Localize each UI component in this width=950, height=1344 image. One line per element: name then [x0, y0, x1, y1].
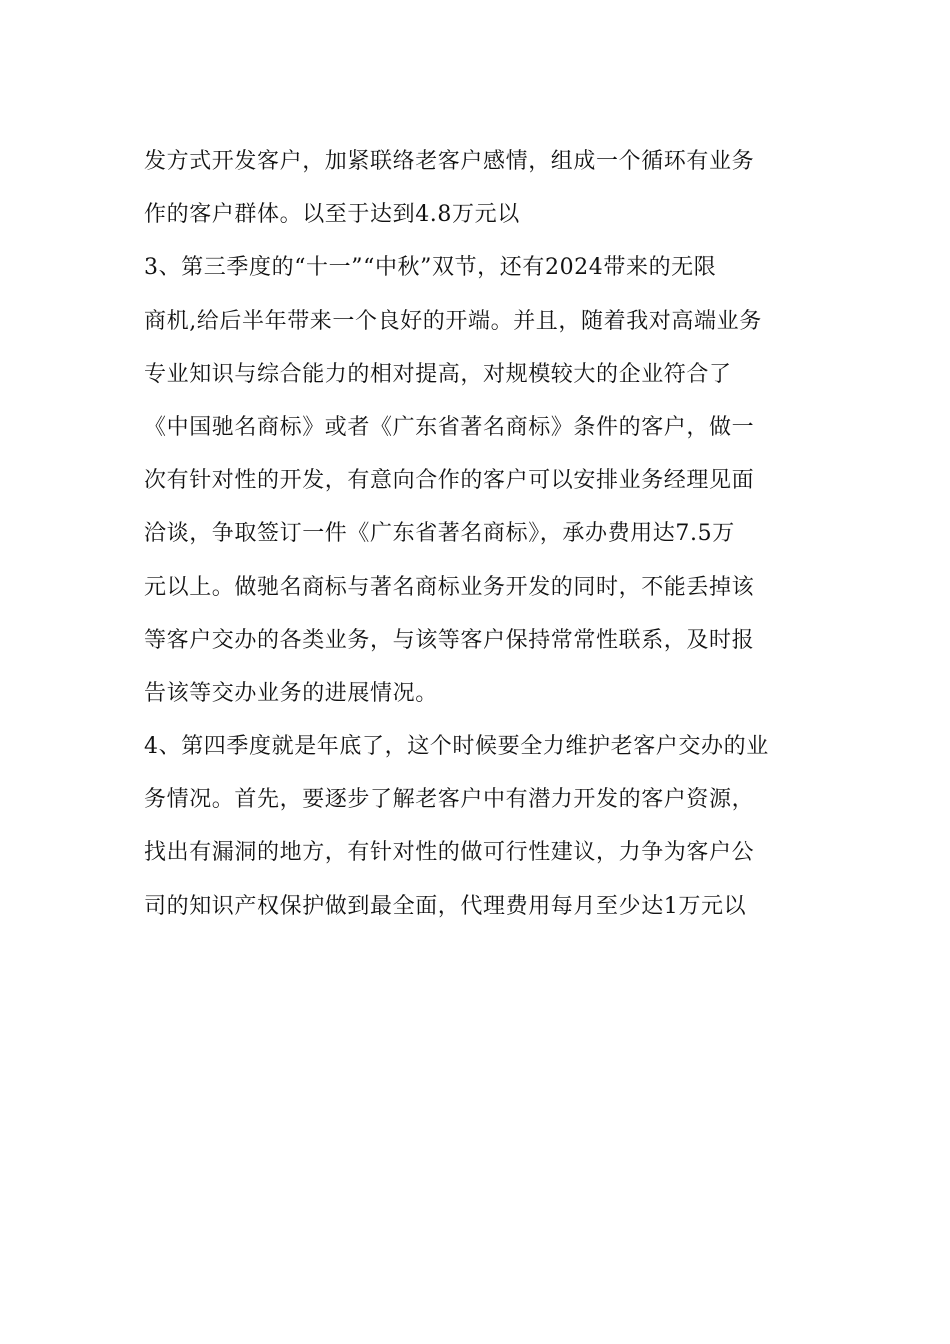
text-line: 务情况。首先，要逐步了解老客户中有潜力开发的客户资源，: [144, 787, 755, 813]
text-line: 司的知识产权保护做到最全面，代理费用每月至少达1万元以: [144, 893, 747, 919]
text-line: 3、第三季度的“十一”“中秋”双节，还有2024带来的无限: [144, 255, 717, 281]
text-line: 商机,给后半年带来一个良好的开端。并且，随着我对高端业务: [144, 308, 762, 334]
text-line: 洽谈，争取签订一件《广东省著名商标》，承办费用达7.5万: [144, 521, 735, 547]
text-line: 元以上。做驰名商标与著名商标业务开发的同时，不能丢掉该: [144, 574, 755, 600]
text-line: 告该等交办业务的进展情况。: [144, 680, 438, 706]
text-line: 《中国驰名商标》或者《广东省著名商标》条件的客户，做一: [144, 414, 755, 440]
text-line: 等客户交办的各类业务，与该等客户保持常常性联系，及时报: [144, 627, 755, 653]
text-line: 专业知识与综合能力的相对提高，对规模较大的企业符合了: [144, 361, 732, 387]
text-line: 发方式开发客户，加紧联络老客户感情，组成一个循环有业务: [144, 149, 755, 174]
text-line: 次有针对性的开发，有意向合作的客户可以安排业务经理见面: [144, 468, 755, 494]
text-line: 4、第四季度就是年底了，这个时候要全力维护老客户交办的业: [144, 734, 769, 760]
text-line: 找出有漏洞的地方，有针对性的做可行性建议，力争为客户公: [144, 840, 755, 866]
text-line: 作的客户群体。以至于达到4.8万元以: [144, 202, 520, 228]
document-body: [144, 135, 824, 933]
